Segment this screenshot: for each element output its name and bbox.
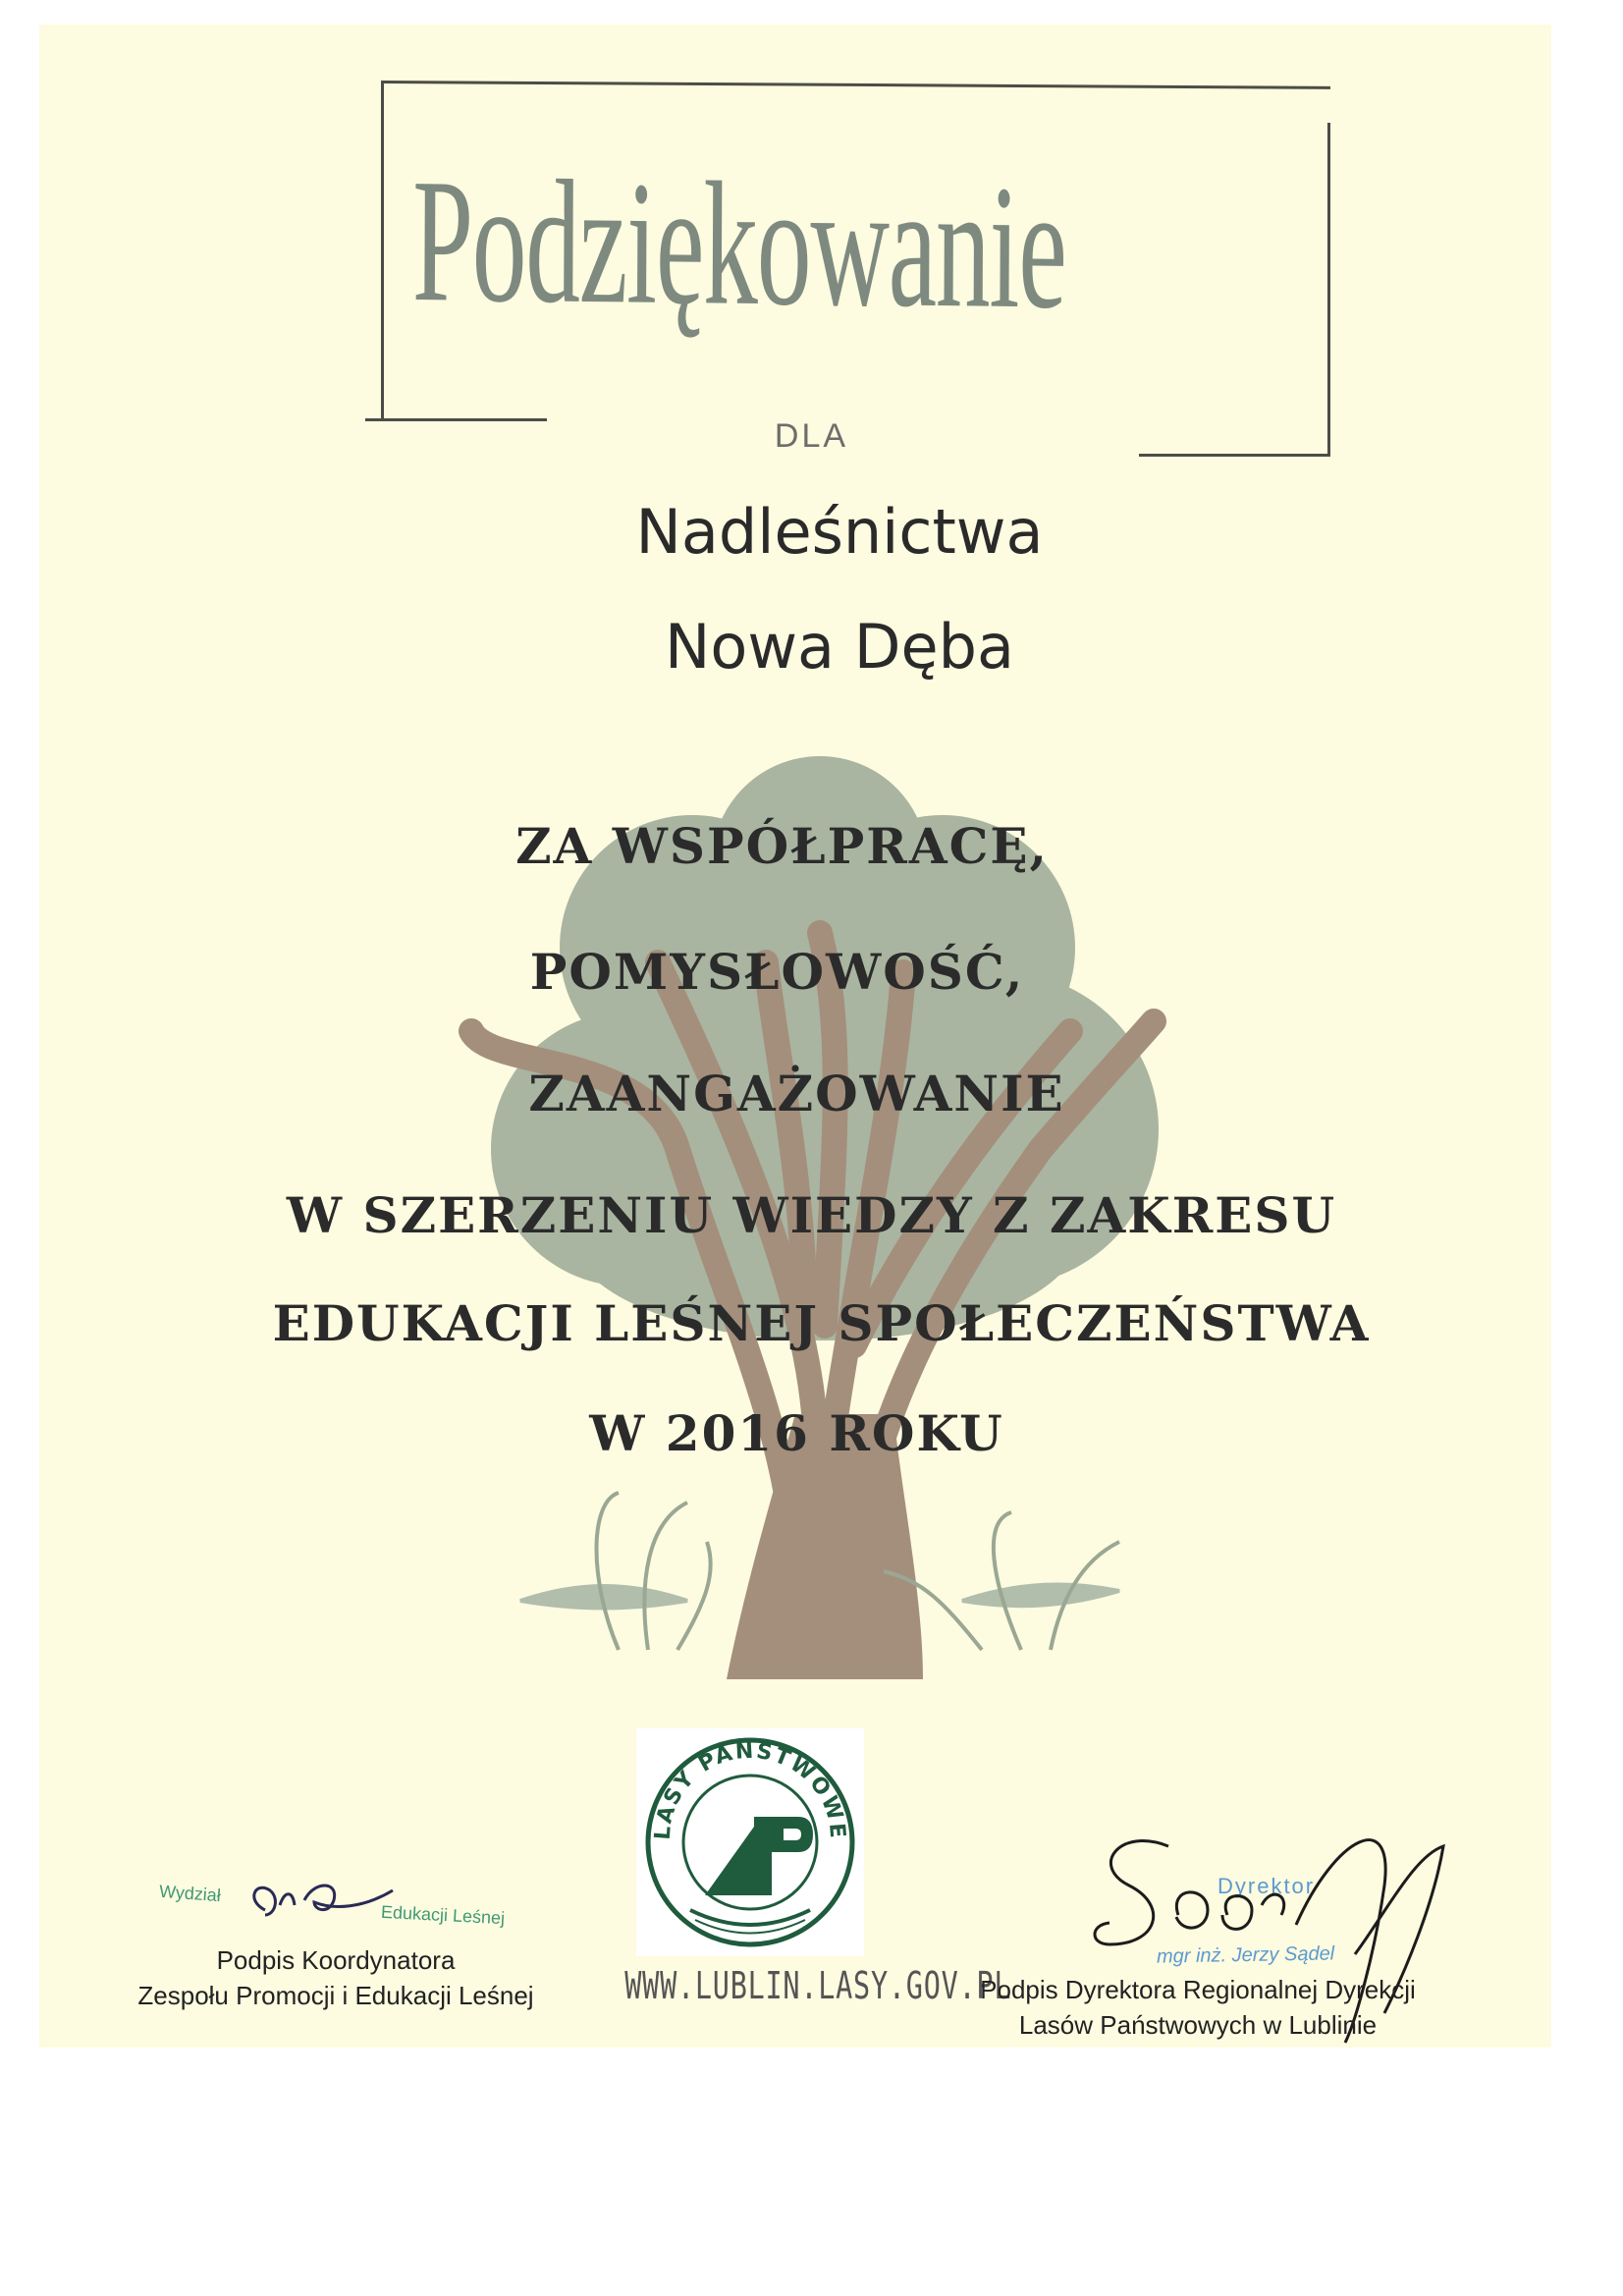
right-caption-line-1: Podpis Dyrektora Regionalnej Dyrekcji: [980, 1975, 1416, 2004]
logo-ring-text: LASY PAŃSTWOWE: [650, 1738, 850, 1841]
body-line-2: POMYSŁOWOŚĆ,: [529, 943, 1025, 1001]
body-line-3: ZAANGAŻOWANIE: [528, 1065, 1065, 1122]
left-caption-line-2: Zespołu Promocji i Edukacji Leśnej: [137, 1981, 534, 2010]
right-caption-line-2: Lasów Państwowych w Lublinie: [1018, 2010, 1378, 2040]
left-stamp-text-2: Edukacji Leśnej: [380, 1901, 506, 1929]
for-label: DLA: [774, 417, 849, 455]
logo-website: WWW.LUBLIN.LASY.GOV.PL: [624, 1964, 1012, 2007]
left-stamp-text-1: Wydział: [158, 1881, 222, 1906]
recipient-line-1: Nadleśnictwa: [635, 496, 1044, 568]
left-signature-caption: [120, 1942, 552, 2013]
left-handwritten-signature: [245, 1871, 403, 1930]
right-stamp-text-1: Dyrektor: [1217, 1874, 1316, 1898]
lasy-panstwowe-logo: [636, 1728, 864, 1956]
body-line-6: W 2016 ROKU: [589, 1404, 1004, 1462]
certificate-title: Podziękowanie: [411, 142, 1067, 346]
right-signature-caption: [967, 1972, 1429, 2043]
right-stamp-text-2: mgr inż. Jerzy Sądel: [1156, 1942, 1335, 1968]
left-caption-line-1: Podpis Koordynatora: [216, 1945, 456, 1975]
body-line-4: W SZERZENIU WIEDZY Z ZAKRESU: [286, 1186, 1337, 1244]
body-line-5: EDUKACJI LEŚNEJ SPOŁECZEŃSTWA: [272, 1294, 1371, 1352]
recipient-line-2: Nowa Dęba: [665, 611, 1014, 683]
body-line-1: ZA WSPÓŁPRACĘ,: [515, 817, 1049, 875]
frame-right-line: [1327, 123, 1330, 457]
frame-left-line: [381, 81, 384, 419]
